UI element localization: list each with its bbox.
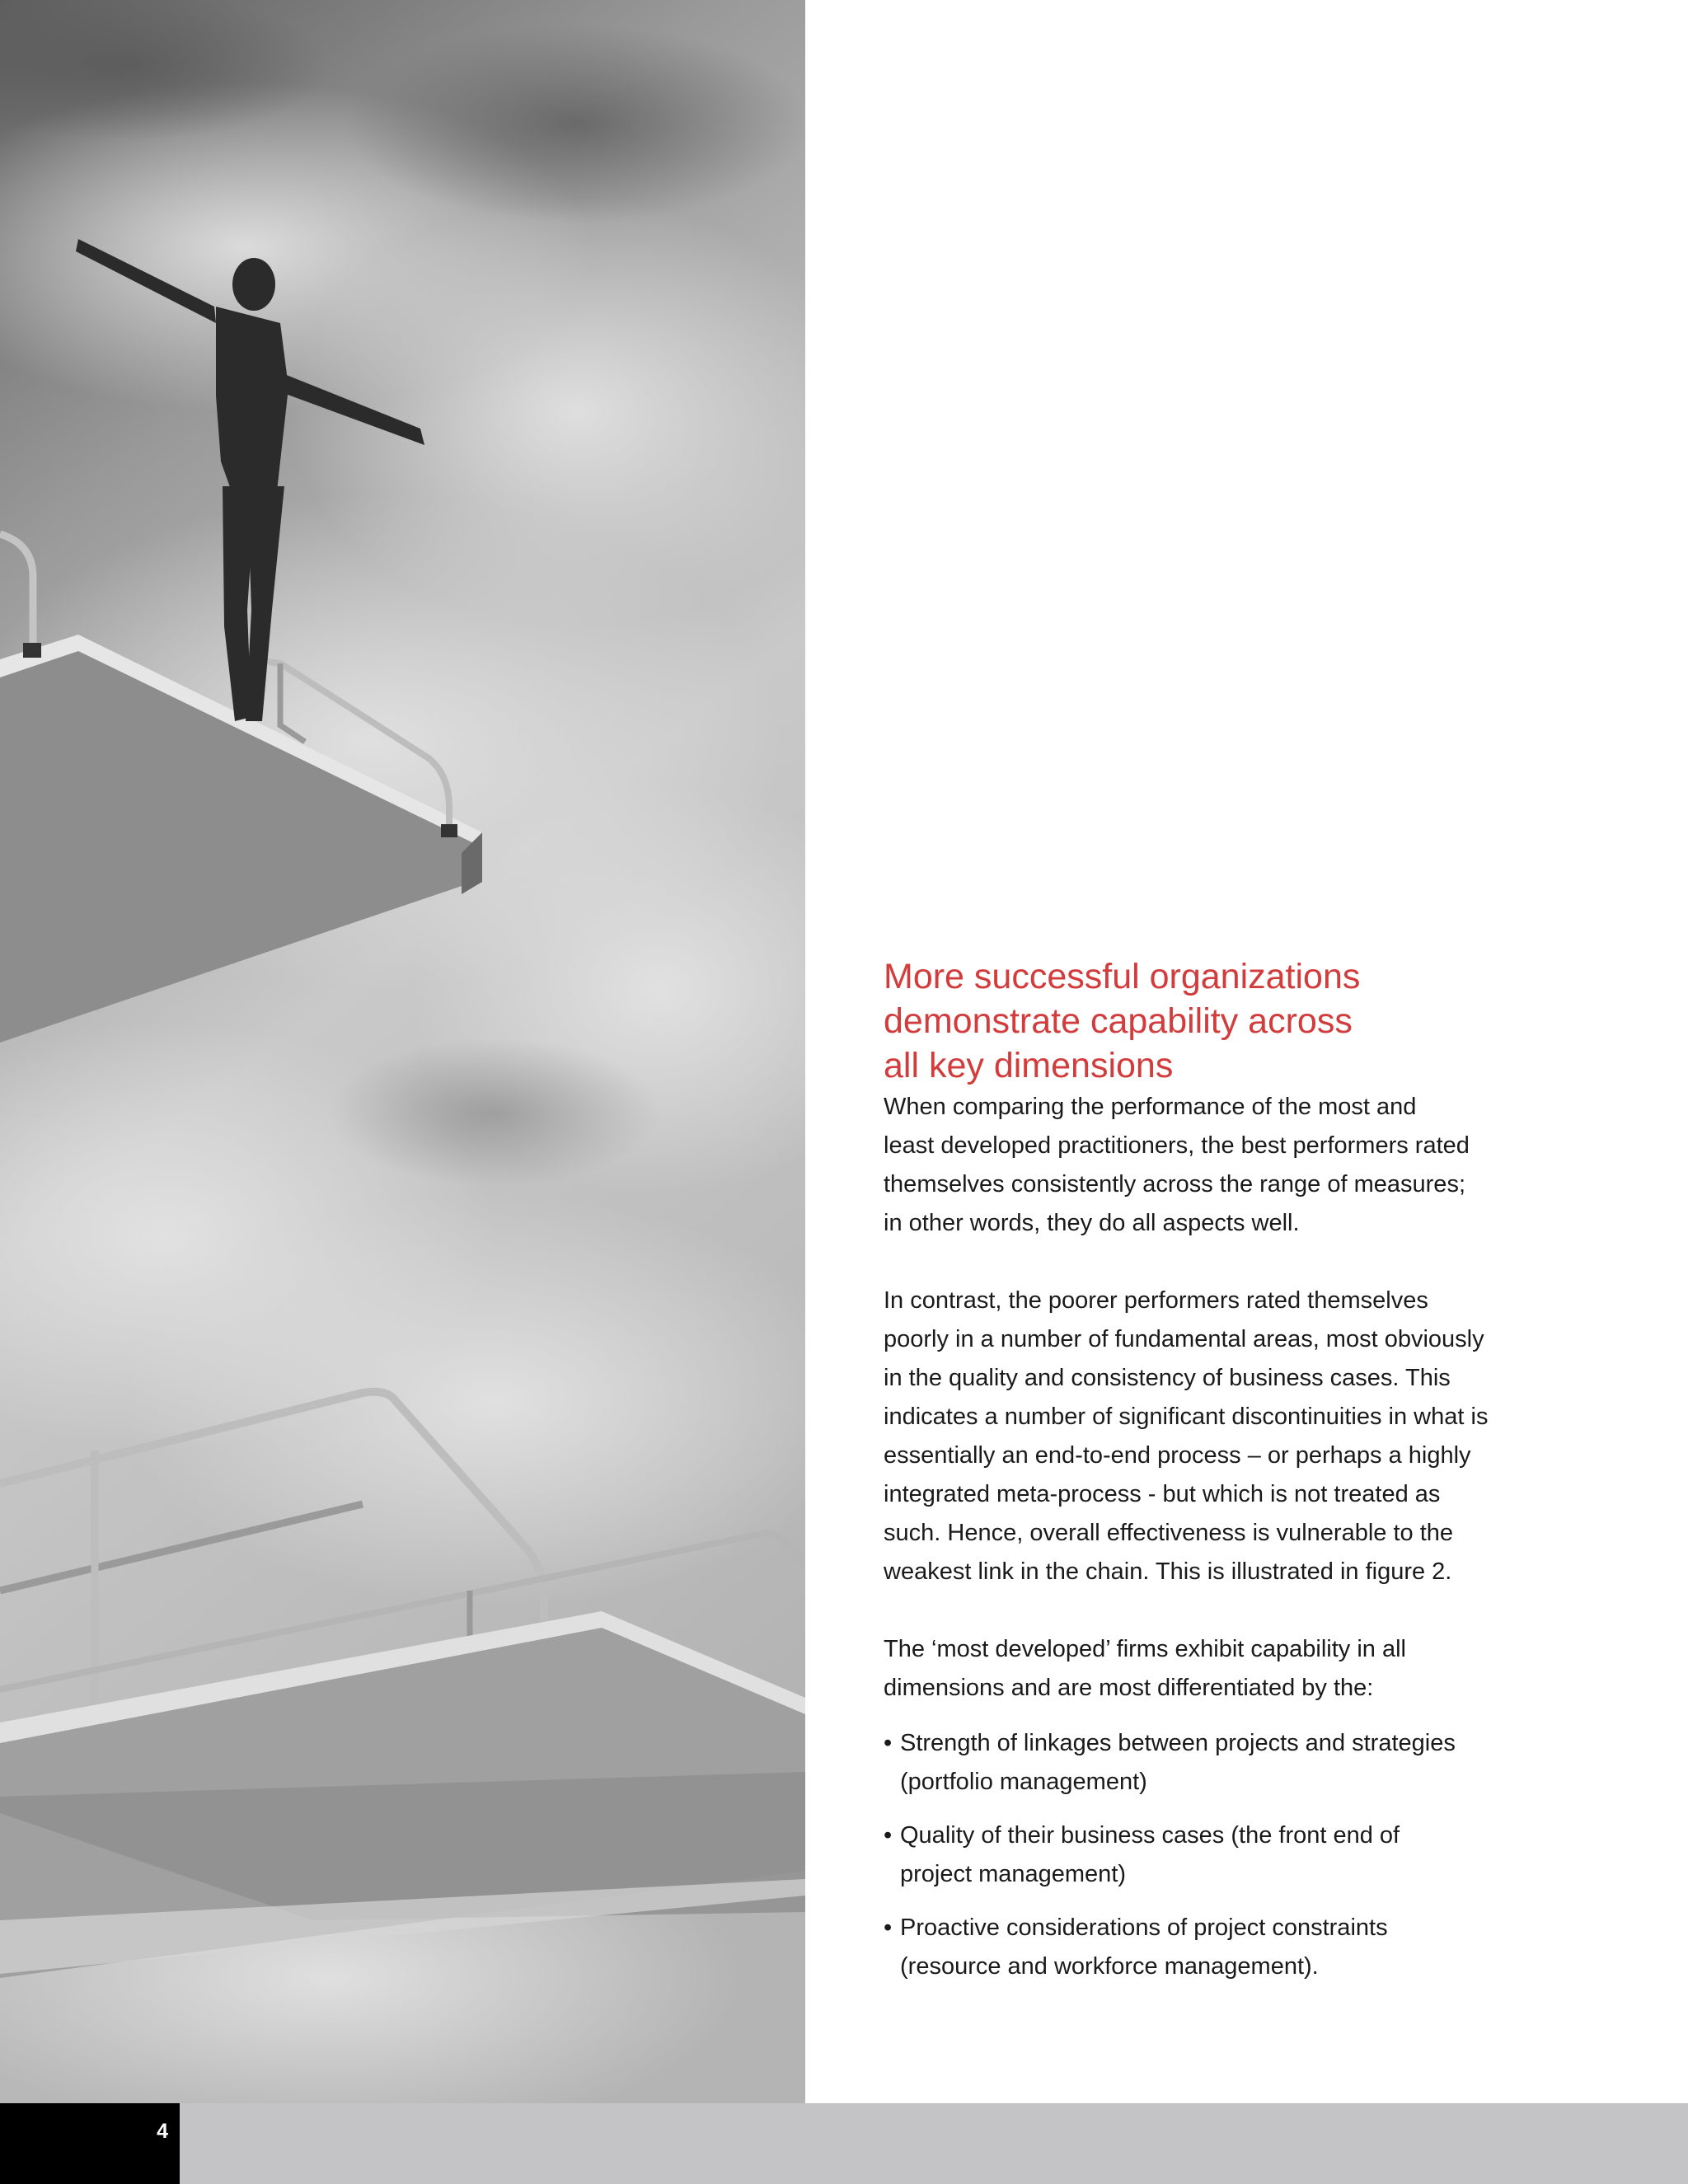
list-item xyxy=(884,1816,1510,1894)
article-body xyxy=(884,954,1510,2001)
bullet-icon: • xyxy=(884,1915,893,1941)
list-item-text: Proactive considerations of project constraints (resource and workforce management). xyxy=(900,1915,1388,1980)
list-item xyxy=(884,1724,1510,1802)
paragraph-2: In contrast, the poorer performers rated themselves poorly in a number of fundamental areas, most obviously in the quality and consistency of business cases. This indicates a number of significant discontinuities in what is essentially an end-to-end process – or perhaps a highly integrated meta-process - but which is not treated as such. Hence, overall effectiveness is vulnerable to the weakest link in the chain. This is illustrated in figure 2. xyxy=(884,1287,1489,1585)
bullet-icon: • xyxy=(884,1730,893,1756)
differentiator-list xyxy=(884,1724,1510,1986)
list-item-text: Quality of their business cases (the front end of project management) xyxy=(900,1822,1400,1887)
paragraph-1: When comparing the performance of the most and least developed practitioners, the best performers rated themselves consistently across the range of measures; in other words, they do all aspects well. xyxy=(884,1094,1470,1236)
page-number-box xyxy=(0,2103,180,2184)
list-item xyxy=(884,1909,1510,1986)
diver-photo xyxy=(0,0,805,2103)
footer-bar xyxy=(0,2103,1688,2184)
page-number: 4 xyxy=(157,2120,168,2143)
bullet-icon: • xyxy=(884,1822,893,1849)
section-heading: More successful organizations demonstrate capability across all key dimensions xyxy=(884,957,1361,1085)
paragraph-3: The ‘most developed’ firms exhibit capability in all dimensions and are most differentiated by the: xyxy=(884,1636,1406,1701)
list-item-text: Strength of linkages between projects and strategies (portfolio management) xyxy=(900,1730,1456,1795)
